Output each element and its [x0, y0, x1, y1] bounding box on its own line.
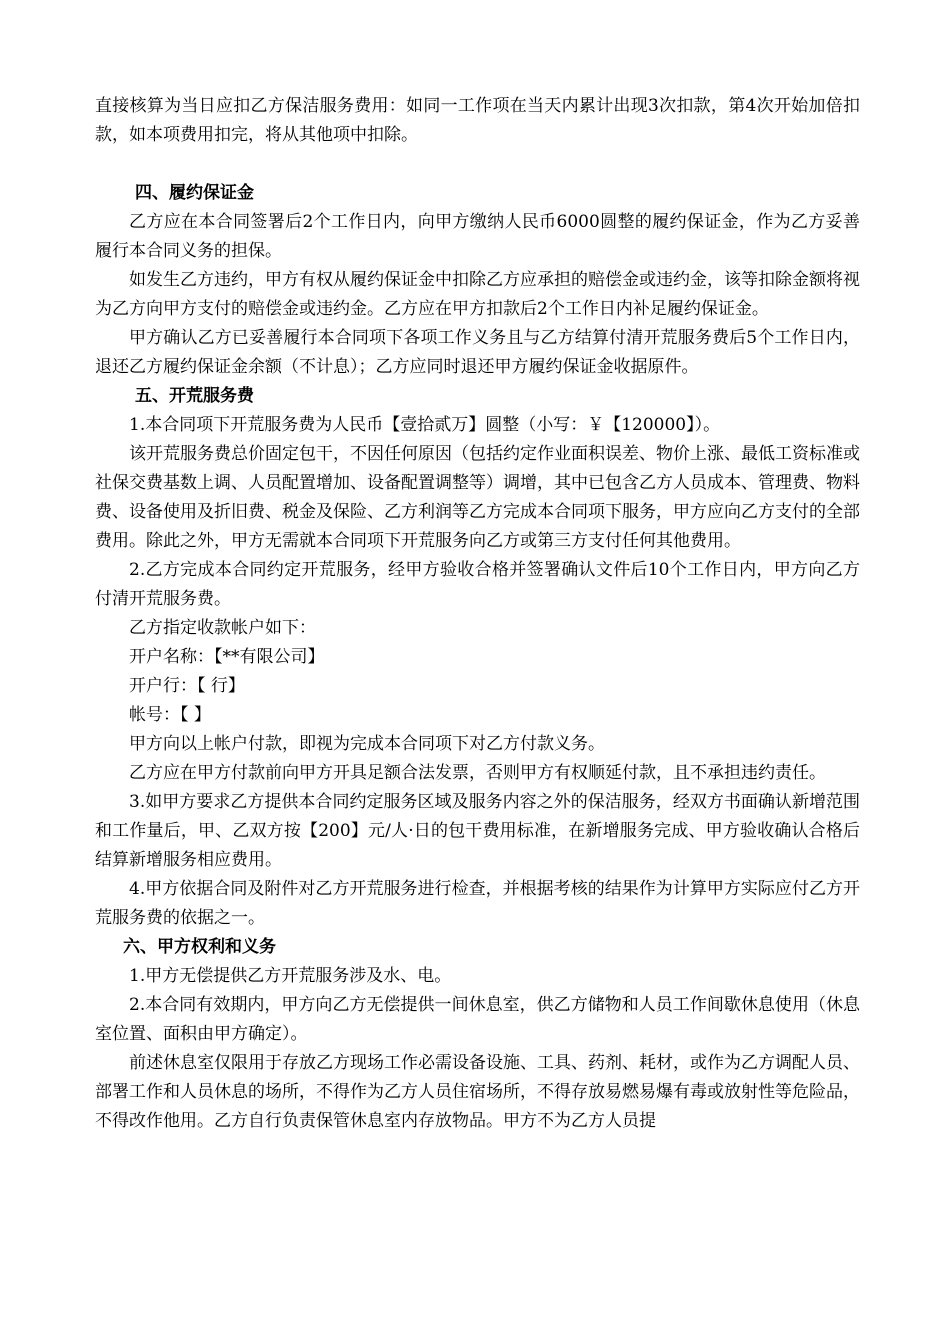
- section-6-paragraph-2: 2.本合同有效期内，甲方向乙方无偿提供一间休息室，供乙方储物和人员工作间歇休息使用（休息室位置、面积由甲方确定）。: [95, 995, 860, 1044]
- section-5-paragraph-1: 1.本合同项下开荒服务费为人民币【壹拾贰万】圆整（小写：￥【120000】）。: [129, 415, 721, 435]
- section-6-heading: 六、甲方权利和义务: [123, 937, 276, 957]
- section-4-paragraph-2: 如发生乙方违约，甲方有权从履约保证金中扣除乙方应承担的赔偿金或违约金，该等扣除金额将视为乙方向甲方支付的赔偿金或违约金。乙方应在甲方扣款后2个工作日内补足履约保证金。: [95, 270, 860, 319]
- section-4-paragraph-1: 乙方应在本合同签署后2个工作日内，向甲方缴纳人民币6000圆整的履约保证金，作为乙方妥善履行本合同义务的担保。: [95, 212, 860, 261]
- section-5-paragraph-2: 该开荒服务费总价固定包干，不因任何原因（包括约定作业面积误差、物价上涨、最低工资标准或社保交费基数上调、人员配置增加、设备配置调整等）调增，其中已包含乙方人员成本、管理费、物料费、设备使用及折旧费、税金及保险、乙方利润等乙方完成本合同项下服务，甲方应向乙方支付的全部费用。除此之外，甲方无需就本合同项下开荒服务向乙方或第三方支付任何其他费用。: [95, 444, 860, 551]
- section-4-paragraph-3: 甲方确认乙方已妥善履行本合同项下各项工作义务且与乙方结算付清开荒服务费后5个工作日内，退还乙方履约保证金余额（不计息）；乙方应同时退还甲方履约保证金收据原件。: [95, 328, 860, 377]
- section-5-account-number: 帐号：【 】: [129, 705, 211, 725]
- paragraph-continued: 直接核算为当日应扣乙方保洁服务费用：如同一工作项在当天内累计出现3次扣款，第4次开始加倍扣款，如本项费用扣完，将从其他项中扣除。: [95, 96, 860, 145]
- section-5-account-bank: 开户行：【 行】: [129, 676, 245, 696]
- section-6-paragraph-1: 1.甲方无偿提供乙方开荒服务涉及水、电。: [129, 966, 452, 986]
- section-5-paragraph-10: 3.如甲方要求乙方提供本合同约定服务区域及服务内容之外的保洁服务，经双方书面确认新增范围和工作量后，甲、乙双方按【200】元/人·日的包干费用标准，在新增服务完成、甲方验收确认合格后结算新增服务相应费用。: [95, 792, 860, 870]
- section-4-heading: 四、履约保证金: [135, 183, 254, 203]
- section-5-paragraph-3: 2.乙方完成本合同约定开荒服务，经甲方验收合格并签署确认文件后10个工作日内，甲方向乙方付清开荒服务费。: [95, 560, 860, 609]
- contract-page: [95, 92, 860, 1136]
- section-5-paragraph-11: 4.甲方依据合同及附件对乙方开荒服务进行检查，并根据考核的结果作为计算甲方实际应付乙方开荒服务费的依据之一。: [95, 879, 860, 928]
- section-5-account-intro: 乙方指定收款帐户如下：: [129, 618, 316, 638]
- section-5-heading: 五、开荒服务费: [135, 386, 254, 406]
- section-5-paragraph-8: 甲方向以上帐户付款，即视为完成本合同项下对乙方付款义务。: [129, 734, 605, 754]
- section-6-paragraph-3: 前述休息室仅限用于存放乙方现场工作必需设备设施、工具、药剂、耗材，或作为乙方调配人员、部署工作和人员休息的场所，不得作为乙方人员住宿场所，不得存放易燃易爆有毒或放射性等危险品，不得改作他用。乙方自行负责保管休息室内存放物品。甲方不为乙方人员提: [95, 1053, 860, 1131]
- section-5-paragraph-9: 乙方应在甲方付款前向甲方开具足额合法发票，否则甲方有权顺延付款，且不承担违约责任。: [129, 763, 826, 783]
- section-5-account-name: 开户名称：【**有限公司】: [129, 647, 325, 667]
